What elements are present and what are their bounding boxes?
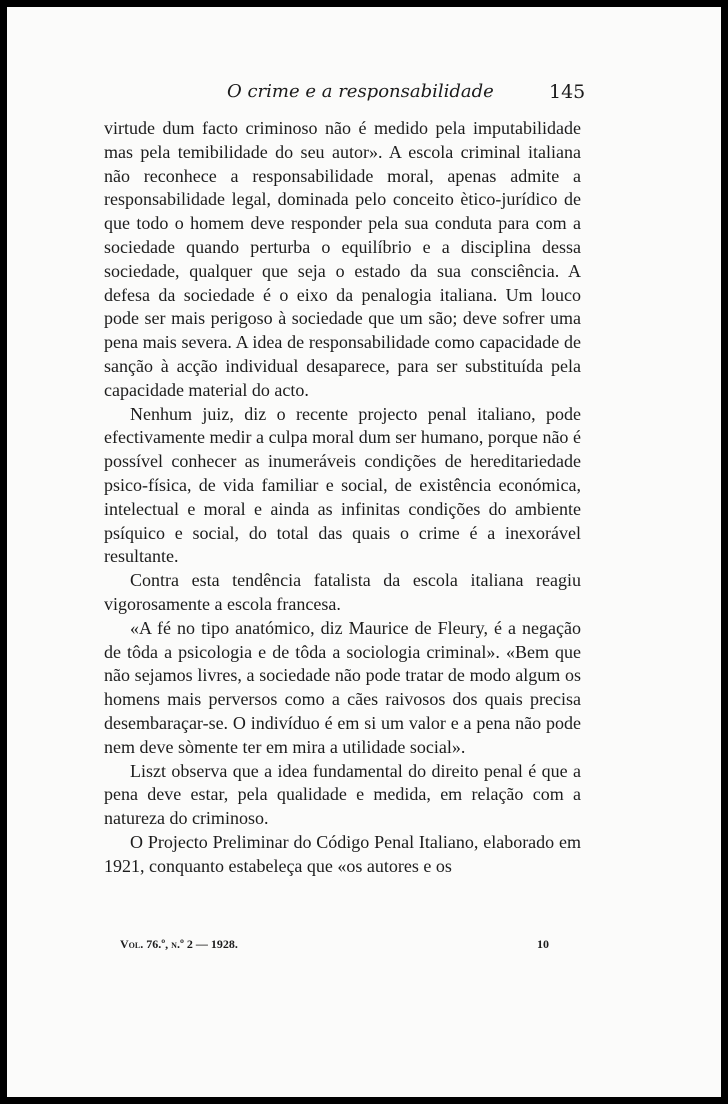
paragraph-5: Liszt observa que a idea fundamental do direito penal é que a pena deve estar, pela qualidade e medida, em relação com a natureza do criminoso. — [104, 760, 581, 829]
paragraph-2: Nenhum juiz, diz o recente projecto penal italiano, pode efectivamente medir a culpa moral dum ser humano, porque não é possível conhecer as inumeráveis condições de hereditariedade psico-física, de vida familiar e social, de existência económica, intelectual e moral e ainda as infinitas condições do ambiente psíquico e social, do total das quais o crime é a inexorável resultante. — [104, 403, 581, 567]
volume-signature: Vol. 76.º, n.º 2 — 1928. — [120, 937, 238, 951]
running-title: O crime e a responsabilidade — [227, 81, 494, 102]
paragraph-4: «A fé no tipo anatómico, diz Maurice de Fleury, é a negação de tôda a psicologia e de tôda a sociologia criminal». «Bem que não sejamos livres, a sociedade não pode tratar de modo algum os homens mais perversos como a cães raivosos dos quais precisa desembaraçar-se. O indivíduo é em si um valor e a pena não pode nem deve sòmente ter em mira a utilidade social». — [104, 617, 581, 757]
book-page — [7, 7, 721, 1097]
paragraph-1: virtude dum facto criminoso não é medido pela imputabilidade mas pela temibilidade do seu autor». A escola criminal italiana não reconhece a responsabilidade moral, apenas admite a responsabilidade legal, dominada pelo conceito ètico-jurídico de que todo o homem deve responder pela sua conduta para com a sociedade quando perturba o equilíbrio e a disciplina dessa sociedade, qualquer que seja o estado da sua consciência. A defesa da sociedade é o eixo da penalogia italiana. Um louco pode ser mais perigoso à sociedade que um são; deve sofrer uma pena mais severa. A idea de responsabilidade como capacidade de sanção à acção individual desaparece, para ser substituída pela capacidade material do acto. — [104, 118, 581, 400]
paragraph-6: O Projecto Preliminar do Código Penal Italiano, elaborado em 1921, conquanto estabeleça que «os autores e os — [104, 831, 581, 876]
page-header — [7, 81, 721, 107]
paragraph-3: Contra esta tendência fatalista da escola italiana reagiu vigorosamente a escola francesa. — [104, 570, 581, 614]
page-number: 145 — [549, 81, 586, 103]
sheet-number: 10 — [537, 937, 549, 951]
body-text — [104, 117, 581, 879]
